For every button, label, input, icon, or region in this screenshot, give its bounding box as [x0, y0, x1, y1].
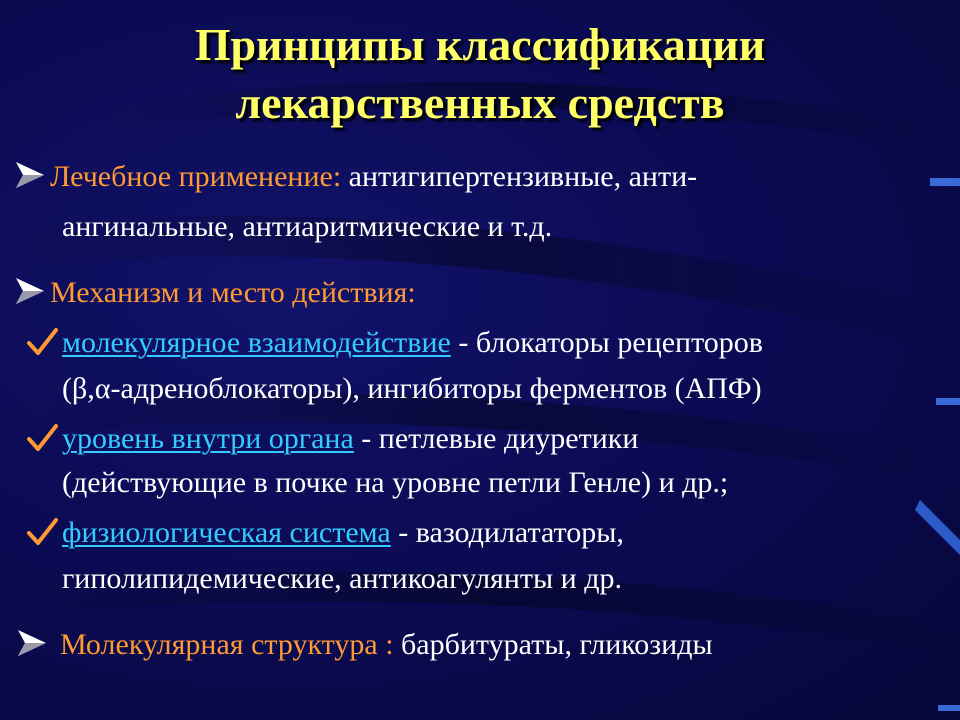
checkmark-icon: [26, 516, 58, 548]
subitem-link[interactable]: уровень внутри органа: [62, 422, 354, 455]
item-label: Механизм и место действия:: [50, 276, 416, 309]
subitem-link[interactable]: молекулярное взаимодействие: [62, 326, 451, 359]
subitem-text-continuation: (действующие в почке на уровне петли Генле) и др.;: [62, 466, 729, 499]
title-line-2: лекарственных средств: [235, 77, 725, 128]
arrow-bullet-icon: [14, 160, 46, 190]
subitem-text: - блокаторы рецепторов: [450, 326, 763, 359]
subitem-text-continuation: гиполипидемические, антикоагулянты и др.: [62, 562, 622, 595]
subitem-physiological-system: [62, 514, 952, 552]
subitem-molecular: [62, 324, 952, 362]
item-mechanism: [50, 274, 930, 312]
item-molecular-structure: [60, 626, 950, 664]
item-text: антигипертензивные, анти-: [341, 160, 698, 193]
subitem-text-continuation: (β,α-адреноблокаторы), ингибиторы ферментов (АПФ): [62, 372, 762, 405]
item-label: Лечебное применение:: [50, 160, 342, 193]
slide-title: [0, 16, 960, 132]
subitem-link[interactable]: физиологическая система: [62, 516, 391, 549]
subitem-organ-level: [62, 420, 952, 458]
item-therapeutic-use: [50, 158, 950, 196]
checkmark-icon: [26, 326, 58, 358]
arrow-bullet-icon: [16, 628, 48, 658]
checkmark-icon: [26, 422, 58, 454]
item-label: Молекулярная структура :: [60, 628, 394, 661]
arrow-bullet-icon: [14, 276, 46, 306]
item-text: барбитураты, гликозиды: [393, 628, 713, 661]
subitem-text: - петлевые диуретики: [353, 422, 639, 455]
title-line-1: Принципы классификации: [194, 19, 766, 70]
subitem-text: - вазодилататоры,: [390, 516, 624, 549]
item-text-continuation: ангинальные, антиаритмические и т.д.: [62, 210, 553, 243]
